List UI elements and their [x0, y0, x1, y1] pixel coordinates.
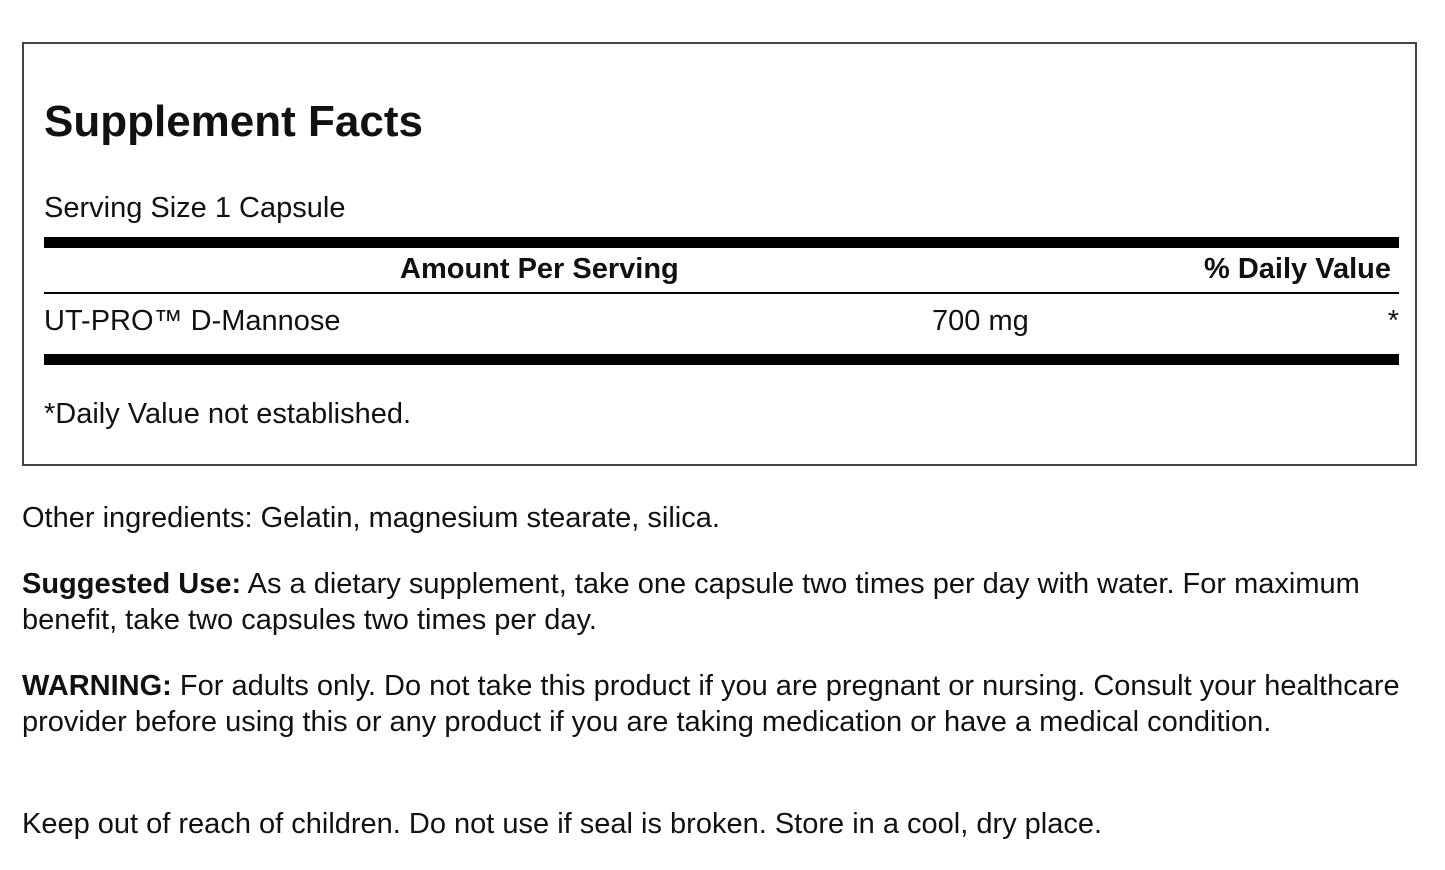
supplement-facts-panel	[22, 42, 1417, 466]
thick-divider-top	[44, 237, 1399, 248]
suggested-use-text: As a dietary supplement, take one capsule two times per day with water. For maximum benefit, take two capsules two times per day.	[22, 568, 1360, 636]
ingredient-daily-value: *	[1387, 305, 1399, 337]
thin-divider	[44, 292, 1399, 294]
warning-text: For adults only. Do not take this product if you are pregnant or nursing. Consult your healthcare provider before using this or any product if you are taking medication or have a medical condition.	[22, 670, 1400, 738]
storage-note: Keep out of reach of children. Do not use if seal is broken. Store in a cool, dry place.	[22, 808, 1103, 840]
thick-divider-bottom	[44, 354, 1399, 365]
ingredient-amount: 700 mg	[932, 305, 1029, 337]
suggested-use-label: Suggested Use:	[22, 568, 242, 600]
amount-per-serving-header: Amount Per Serving	[400, 253, 679, 285]
serving-size: Serving Size 1 Capsule	[44, 192, 346, 224]
supplement-facts-title: Supplement Facts	[44, 97, 423, 146]
ingredient-row	[44, 307, 1399, 343]
other-ingredients: Other ingredients: Gelatin, magnesium stearate, silica.	[22, 502, 720, 534]
daily-value-header: % Daily Value	[1204, 253, 1391, 285]
ingredient-name: UT-PRO™ D-Mannose	[44, 305, 341, 337]
warning-label: WARNING:	[22, 670, 172, 702]
facts-header-row	[44, 255, 1399, 291]
warning	[22, 668, 1402, 740]
suggested-use	[22, 566, 1402, 638]
daily-value-footnote: *Daily Value not established.	[44, 398, 412, 430]
